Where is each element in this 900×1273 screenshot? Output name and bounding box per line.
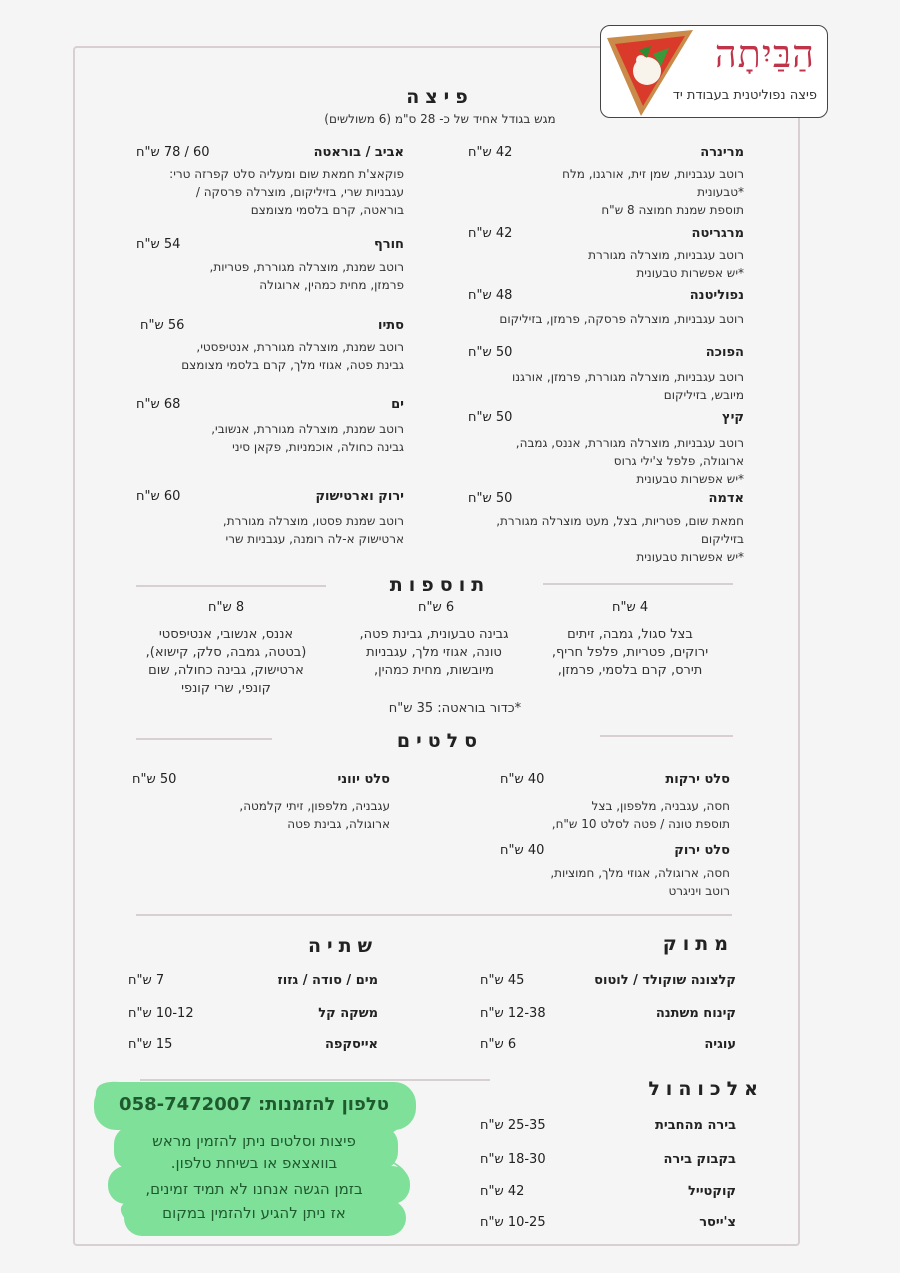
divider bbox=[136, 585, 326, 587]
item-price: 50 ש"ח bbox=[468, 345, 513, 360]
item-desc: רוטב שמנת, מוצרלה מגוררת, אנשובי, bbox=[211, 422, 404, 436]
item-desc: גבינת פטה, אגוזי מלך, קרם בלסמי מצומצם bbox=[181, 358, 404, 372]
item-desc: חסה, עגבניה, מלפפון, בצל bbox=[591, 799, 730, 813]
item-price: 60 / 78 ש"ח bbox=[136, 145, 210, 160]
order-phone: טלפון להזמנות: 058-7472007 bbox=[119, 1094, 389, 1115]
salads-title: סלטים bbox=[396, 730, 484, 752]
item-name: מרינרה bbox=[700, 145, 744, 160]
item-name: בקבוק בירה bbox=[663, 1152, 736, 1167]
item-name: קוקטייל bbox=[688, 1184, 736, 1199]
item-desc: *יש אפשרות טבעונית bbox=[636, 472, 744, 486]
item-desc: חמאת שום, פטריות, בצל, מעט מוצרלה מגוררת, bbox=[496, 514, 744, 528]
item-desc: חסה, ארוגולה, אגוזי מלך, חמוציות, bbox=[550, 866, 730, 880]
item-name: סלט יווני bbox=[337, 772, 390, 787]
item-price: 15 ש"ח bbox=[128, 1037, 173, 1052]
item-price: 7 ש"ח bbox=[128, 973, 165, 988]
item-desc: מיובש, בזיליקום bbox=[663, 388, 744, 402]
item-name: אייסקפה bbox=[324, 1037, 378, 1052]
burrata-note: *כדור בוראטה: 35 ש"ח bbox=[388, 701, 522, 716]
divider bbox=[543, 583, 733, 585]
item-desc: עגבניות שרי, בזיליקום, מוצרלה פרסקה / bbox=[195, 185, 404, 199]
toppings-line: ארטישוק, גבינה כחולה, שום bbox=[148, 663, 304, 678]
order-line: בזמן הגשה אנחנו לא תמיד זמינים, bbox=[145, 1180, 363, 1198]
pizza-slice-icon bbox=[601, 26, 701, 118]
item-name: מים / סודה / גזוז bbox=[277, 973, 378, 988]
item-desc: בוראטה, קרם בלסמי מצומצם bbox=[250, 203, 404, 217]
item-name: אדמה bbox=[708, 491, 744, 506]
item-name: סלט ירוק bbox=[674, 843, 730, 858]
logo bbox=[600, 25, 828, 118]
item-price: 42 ש"ח bbox=[468, 226, 513, 241]
item-desc: ארוגולה, גבינת פטה bbox=[287, 817, 390, 831]
item-desc: רוטב ויניגרט bbox=[668, 884, 730, 898]
item-desc: רוטב עגבניות, מוצרלה מגוררת, פרמזן, אורגנו bbox=[511, 370, 744, 384]
item-name: הפוכה bbox=[705, 345, 744, 360]
item-desc: פוקאצ'ת חמאת שום ומעליה סלט קפרזה טרי: bbox=[169, 167, 404, 181]
item-desc: ארוגולה, פלפל צ'ילי גרוס bbox=[613, 454, 744, 468]
logo-subtitle: פיצה נפוליטנית בעבודת יד bbox=[672, 88, 817, 103]
item-price: 60 ש"ח bbox=[136, 489, 181, 504]
item-price: 56 ש"ח bbox=[140, 318, 185, 333]
item-desc: רוטב שמנת, מוצרלה מגוררת, אנטיפסטי, bbox=[196, 340, 404, 354]
item-price: 42 ש"ח bbox=[480, 1184, 525, 1199]
item-price: 45 ש"ח bbox=[480, 973, 525, 988]
item-name: חורף bbox=[374, 237, 404, 252]
item-desc: פרמזן, מחית כמהין, ארוגולה bbox=[259, 278, 404, 292]
order-info-box bbox=[90, 1078, 418, 1238]
item-name: נפוליטנה bbox=[689, 288, 744, 303]
order-line: בוואצאפ או בשיחת טלפון. bbox=[170, 1154, 338, 1172]
item-price: 50 ש"ח bbox=[468, 410, 513, 425]
item-desc: רוטב עגבניות, שמן זית, אורגנו, מלח bbox=[562, 167, 744, 181]
item-desc: *טבעונית bbox=[697, 185, 744, 199]
item-name: צ'ייסר bbox=[699, 1215, 736, 1230]
item-desc: *יש אפשרות טבעונית bbox=[636, 550, 744, 564]
item-name: אביב / בוראטה bbox=[313, 145, 404, 160]
order-line: פיצות וסלטים ניתן להזמין מראש bbox=[152, 1132, 356, 1150]
toppings-title: תוספות bbox=[389, 574, 491, 596]
item-price: 68 ש"ח bbox=[136, 397, 181, 412]
divider bbox=[600, 735, 733, 737]
item-price: 54 ש"ח bbox=[136, 237, 181, 252]
item-name: בירה מהחבית bbox=[655, 1118, 736, 1133]
item-desc: *יש אפשרות טבעונית bbox=[636, 266, 744, 280]
item-desc: רוטב שמנת פסטו, מוצרלה מגוררת, bbox=[222, 514, 404, 528]
item-price: 12-38 ש"ח bbox=[480, 1006, 546, 1021]
item-price: 10-25 ש"ח bbox=[480, 1215, 546, 1230]
dessert-title: מתוק bbox=[662, 933, 734, 955]
item-desc: בזיליקום bbox=[700, 532, 744, 546]
item-price: 48 ש"ח bbox=[468, 288, 513, 303]
item-price: 42 ש"ח bbox=[468, 145, 513, 160]
item-name: ירוק וארטישוק bbox=[315, 489, 404, 504]
item-desc: עגבניה, מלפפון, זיתי קלמטה, bbox=[239, 799, 390, 813]
pizza-subtitle: מגש בגודל אחיד של כ- 28 ס"מ (6 משולשים) bbox=[324, 112, 556, 126]
item-desc: ארטישוק א-לה רומנה, עגבניות שרי bbox=[225, 532, 404, 546]
item-name: משקה קל bbox=[318, 1006, 378, 1021]
toppings-line: תירס, קרם בלסמי, פרמזן, bbox=[557, 663, 703, 678]
item-price: 50 ש"ח bbox=[132, 772, 177, 787]
item-desc: רוטב עגבניות, מוצרלה מגוררת bbox=[588, 248, 744, 262]
toppings-price: 8 ש"ח bbox=[208, 600, 245, 615]
item-desc: תוספת טונה / פטה לסלט 10 ש"ח, bbox=[551, 817, 730, 831]
toppings-line: מיובשות, מחית כמהין, bbox=[373, 663, 495, 678]
pizza-title: פיצה bbox=[406, 86, 474, 108]
item-desc: רוטב עגבניות, מוצרלה מגוררת, אננס, גמבה, bbox=[515, 436, 744, 450]
item-desc: גבינה כחולה, אוכמניות, פקאן סיני bbox=[232, 440, 404, 454]
toppings-line: (בטטה, גמבה, סלק, קישוא), bbox=[145, 645, 307, 660]
item-price: 50 ש"ח bbox=[468, 491, 513, 506]
toppings-line: בצל סגול, גמבה, זיתים bbox=[567, 627, 693, 642]
item-name: קיץ bbox=[722, 410, 744, 425]
item-name: עוגיה bbox=[704, 1037, 736, 1052]
item-name: סתיו bbox=[377, 318, 404, 333]
item-desc: רוטב עגבניות, מוצרלה פרסקה, פרמזן, בזיליקום bbox=[499, 312, 744, 326]
divider bbox=[136, 914, 732, 916]
item-name: ים bbox=[391, 397, 404, 412]
alcohol-title: אלכוהול bbox=[648, 1078, 764, 1100]
toppings-line: טונה, אגוזי מלך, עגבניות bbox=[366, 645, 502, 660]
toppings-line: קונפי, שרי קונפי bbox=[181, 681, 271, 696]
item-price: 18-30 ש"ח bbox=[480, 1152, 546, 1167]
toppings-price: 4 ש"ח bbox=[612, 600, 649, 615]
toppings-price: 6 ש"ח bbox=[418, 600, 455, 615]
item-name: קלצונה שוקולד / לוטוס bbox=[594, 973, 736, 988]
item-price: 40 ש"ח bbox=[500, 843, 545, 858]
divider bbox=[136, 738, 272, 740]
item-price: 40 ש"ח bbox=[500, 772, 545, 787]
item-name: מרגריטה bbox=[691, 226, 744, 241]
item-price: 6 ש"ח bbox=[480, 1037, 517, 1052]
toppings-line: ירוקים, פטריות, פלפל חריף, bbox=[551, 645, 709, 660]
logo-title: הַבַּיִתָה bbox=[714, 32, 815, 76]
order-line: אז ניתן להגיע ולהזמין במקום bbox=[162, 1204, 346, 1222]
drinks-title: שתיה bbox=[307, 935, 378, 957]
toppings-line: אננס, אנשובי, אנטיפסטי bbox=[158, 627, 294, 642]
item-price: 25-35 ש"ח bbox=[480, 1118, 546, 1133]
item-name: סלט ירקות bbox=[665, 772, 730, 787]
item-desc: תוספת שמנת חמוצה 8 ש"ח bbox=[601, 203, 744, 217]
item-price: 10-12 ש"ח bbox=[128, 1006, 194, 1021]
toppings-line: גבינה טבעונית, גבינת פטה, bbox=[359, 627, 509, 642]
item-name: קינוח משתנה bbox=[655, 1006, 736, 1021]
item-desc: רוטב שמנת, מוצרלה מגוררת, פטריות, bbox=[209, 260, 404, 274]
